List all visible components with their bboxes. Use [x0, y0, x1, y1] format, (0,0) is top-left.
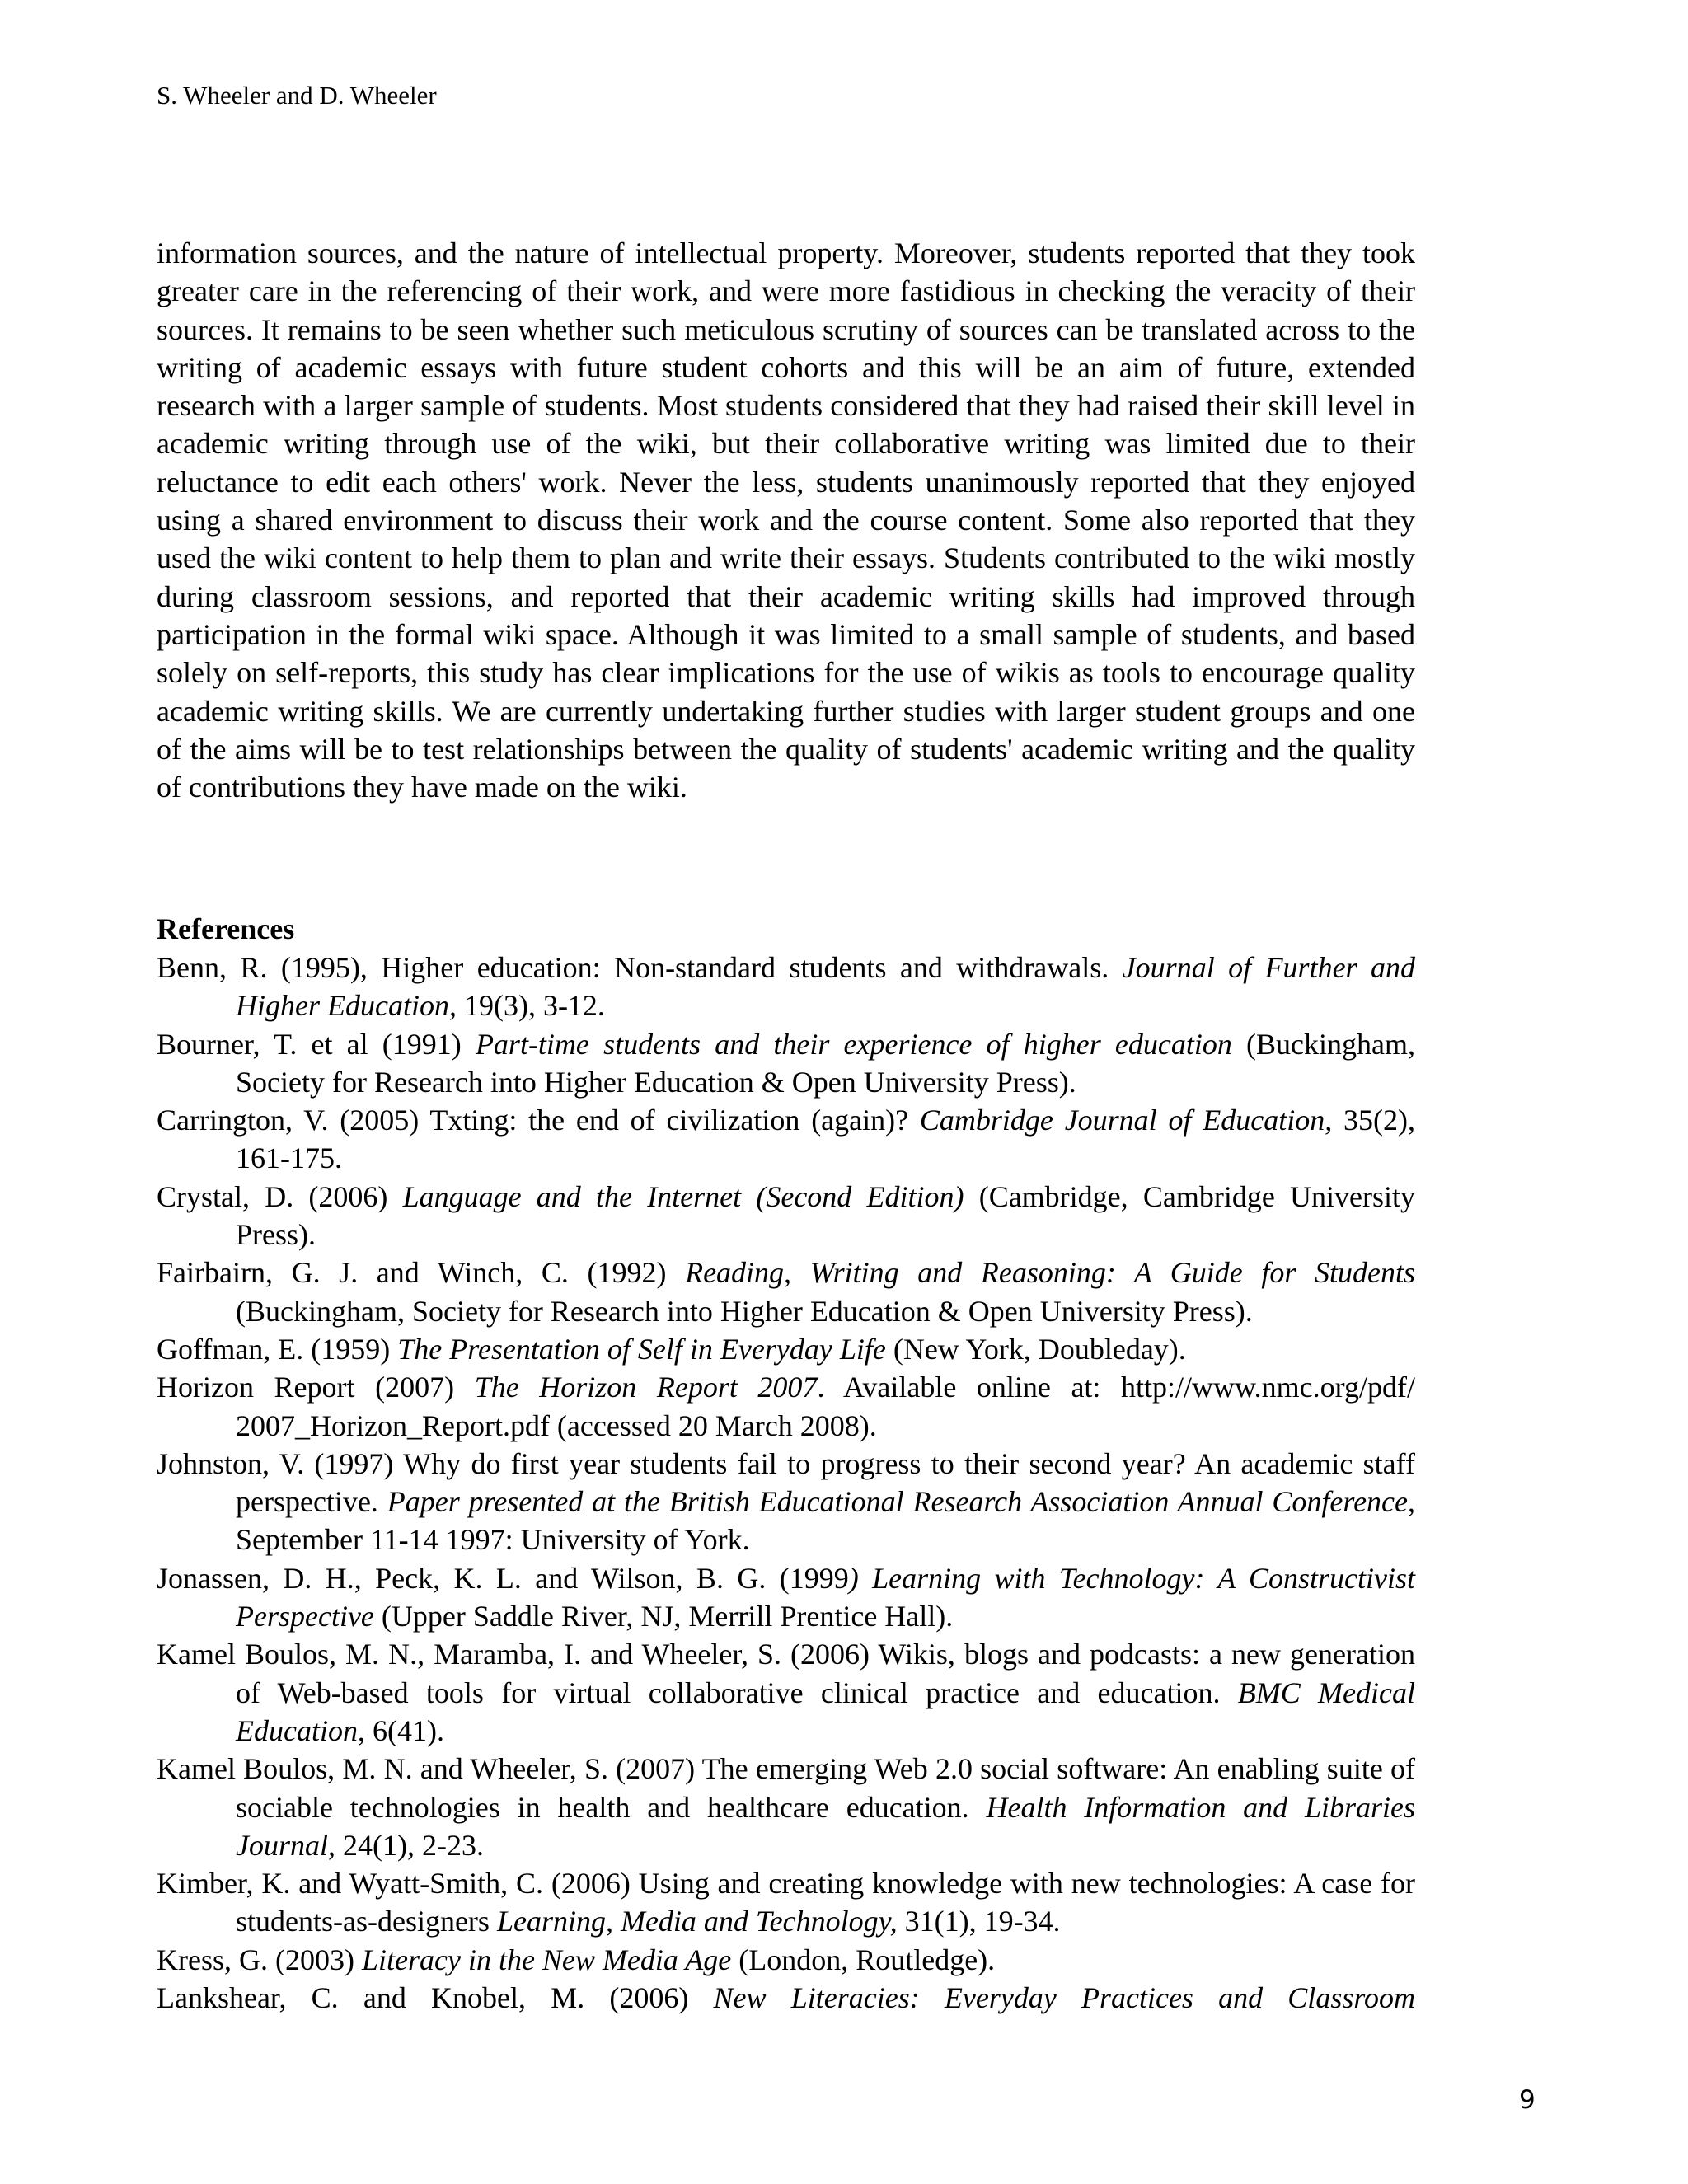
- reference-details: 31(1), 19-34.: [897, 1905, 1061, 1938]
- reference-details: , 24(1), 2-23.: [328, 1828, 484, 1862]
- reference-item: [157, 1941, 1415, 1979]
- reference-text: Kress, G. (2003): [157, 1943, 362, 1976]
- reference-title: Language and the Internet (Second Edition): [402, 1179, 964, 1213]
- reference-title: BMC Medical Education: [236, 1675, 1415, 1747]
- body-paragraph: information sources, and the nature of intellectual property. Moreover, students reported that they took greater care in the referencing of their work, and were more fastidious in checking the veracity of their sources. It remains to be seen whether such meticulous scrutiny of sources can be translated across to the writing of academic essays with future student cohorts and this will be an aim of future, extended research with a larger sample of students. Most students considered that they had raised their skill level in academic writing through use of the wiki, but their collaborative writing was limited due to their reluctance to edit each others' work. Never the less, students unanimously reported that they enjoyed using a shared environment to discuss their work and the course content. Some also reported that they used the wiki content to help them to plan and write their essays. Students contributed to the wiki mostly during classroom sessions, and reported that their academic writing skills had improved through participation in the formal wiki space. Although it was limited to a small sample of students, and based solely on self-reports, this study has clear implications for the use of wikis as tools to encourage quality academic writing skills. We are currently undertaking further studies with larger student groups and one of the aims will be to test relationships between the quality of students' academic writing and the quality of contributions they have made on the wiki.: [157, 237, 1415, 804]
- reference-text: Johnston, V. (1997) Why do first year students fail to progress to their second year? An academic staff perspective.: [157, 1446, 1415, 1519]
- reference-item: [157, 1445, 1415, 1559]
- reference-details: (Buckingham, Society for Research into Higher Education & Open University Press).: [236, 1027, 1415, 1099]
- reference-text: Kimber, K. and Wyatt-Smith, C. (2006) Using and creating knowledge with new technologies: A case for students-as-designers: [157, 1867, 1415, 1938]
- reference-text: Kamel Boulos, M. N., Maramba, I. and Wheeler, S. (2006) Wikis, blogs and podcasts: a new generation of Web-based tools for virtual collaborative clinical practice and education.: [157, 1638, 1415, 1709]
- reference-title: The Presentation of Self in Everyday Life: [397, 1332, 886, 1366]
- reference-details: (London, Routledge).: [731, 1943, 996, 1976]
- reference-details: (Cambridge, Cambridge University Press).: [236, 1179, 1416, 1252]
- page-number: 9: [1519, 2085, 1536, 2115]
- reference-title: Paper presented at the British Educational Research Association Annual Conference: [387, 1485, 1408, 1519]
- reference-text: Fairbairn, G. J. and Winch, C. (1992): [157, 1256, 686, 1290]
- reference-details: , 6(41).: [357, 1713, 444, 1747]
- reference-text: Goffman, E. (1959): [157, 1332, 398, 1366]
- reference-item: [157, 1254, 1415, 1330]
- reference-text: Carrington, V. (2005) Txting: the end of civilization (again)?: [157, 1104, 920, 1137]
- reference-text: Kamel Boulos, M. N. and Wheeler, S. (2007) The emerging Web 2.0 social software: An enabling suite of sociable technologies in health and healthcare education.: [157, 1752, 1415, 1824]
- reference-details: (New York, Doubleday).: [885, 1332, 1186, 1366]
- reference-title: Literacy in the New Media Age: [361, 1943, 732, 1976]
- reference-item: [157, 1559, 1415, 1636]
- reference-title: Cambridge Journal of Education,: [919, 1104, 1333, 1137]
- reference-title: The Horizon Report 2007: [474, 1371, 818, 1404]
- reference-details: (Buckingham, Society for Research into Higher Education & Open University Press).: [236, 1294, 1253, 1328]
- reference-item: [157, 1368, 1415, 1445]
- reference-title: ) Learning with Technology: A Constructivist Perspective: [236, 1561, 1415, 1633]
- references-heading: References: [157, 912, 295, 945]
- reference-title: Learning, Media and Technology,: [496, 1905, 898, 1938]
- running-head: S. Wheeler and D. Wheeler: [157, 81, 437, 110]
- reference-item: [157, 1750, 1415, 1864]
- reference-details: 19(3), 3-12.: [456, 989, 605, 1023]
- reference-text: Benn, R. (1995), Higher education: Non-standard students and withdrawals.: [157, 951, 1123, 984]
- reference-text: Bourner, T. et al (1991): [157, 1027, 476, 1061]
- reference-text: Lankshear, C. and Knobel, M. (2006): [157, 1981, 714, 2015]
- reference-details: 35(2), 161-175.: [236, 1104, 1415, 1175]
- reference-item: [157, 949, 1415, 1025]
- reference-item: [157, 1178, 1415, 1254]
- reference-title: Reading, Writing and Reasoning: A Guide for Students: [685, 1256, 1415, 1290]
- reference-title: Journal of Further and Higher Education,: [236, 951, 1415, 1023]
- reference-details: . Available online at: http://www.nmc.org/pdf/ 2007_Horizon_Report.pdf (accessed 20 March 2008).: [236, 1371, 1415, 1442]
- references-list: [157, 949, 1415, 2017]
- reference-details: (Upper Saddle River, NJ, Merrill Prentice Hall).: [373, 1600, 954, 1633]
- reference-item: [157, 1864, 1415, 1941]
- reference-details: , September 11-14 1997: University of York.: [236, 1485, 1415, 1557]
- reference-text: Horizon Report (2007): [157, 1371, 475, 1404]
- reference-title: Part-time students and their experience of higher education: [475, 1027, 1232, 1061]
- reference-item: [157, 1979, 1415, 2017]
- reference-title: New Literacies: Everyday Practices and Classroom: [713, 1981, 1416, 2015]
- reference-item: [157, 1635, 1415, 1750]
- reference-item: [157, 1025, 1415, 1102]
- reference-title: Health Information and Libraries Journal: [236, 1790, 1416, 1862]
- reference-item: [157, 1330, 1415, 1368]
- reference-item: [157, 1101, 1415, 1178]
- reference-text: Crystal, D. (2006): [157, 1179, 403, 1213]
- reference-text: Jonassen, D. H., Peck, K. L. and Wilson, B. G. (1999: [157, 1561, 849, 1595]
